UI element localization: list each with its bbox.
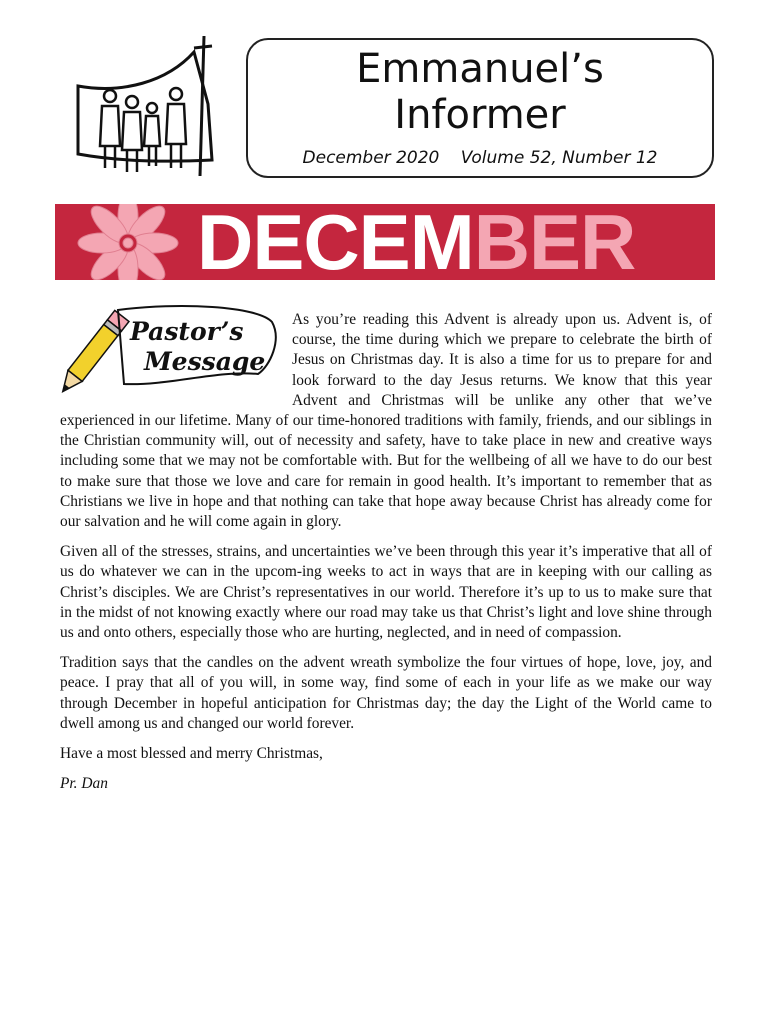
month-title-part1: DECEM bbox=[197, 204, 474, 280]
issue-info bbox=[248, 148, 712, 168]
poinsettia-icon bbox=[73, 204, 183, 280]
issue-date: December 2020 bbox=[302, 148, 440, 168]
article-paragraph-1-text: As you’re reading this Advent is already upon us. Advent is, of course, the time during which we prepare to celebrate the birth of Jesus on Christmas day. It is also a time for us to prepare for and look forward to the day Jesus returns. We know that this year Advent and Christmas will be unlike any other that we’ve experienced in our lifetime. Many of our time-honored traditions with family, friends, and our siblings in the Christian community will, out of necessity and safety, have to take place in new and creative ways including some that we may not be comfortable with. But for the wellbeing of all we have to do our best to make sure that those we love and care for remain in good health. It’s important to remember that as Christians we live in hope and that nothing can take that hope away because Christ has already come for our salvation and he will come again in glory. bbox=[60, 311, 712, 531]
pastors-article bbox=[60, 310, 712, 804]
month-title-part2: BER bbox=[473, 204, 636, 280]
article-signature: Pr. Dan bbox=[60, 775, 108, 793]
pastors-message-line1: Pastor’s bbox=[130, 317, 244, 346]
church-logo-icon bbox=[72, 34, 222, 184]
month-banner bbox=[55, 204, 715, 280]
article-closing: Have a most blessed and merry Christmas, bbox=[60, 745, 323, 763]
masthead bbox=[246, 38, 714, 178]
article-paragraph-2: Given all of the stresses, strains, and uncertainties we’ve been through this year it’s imperative that all of us do whatever we can in the upcom-ing weeks to act in ways that are in keeping with our calling as Christ’s disciples. We are Christ’s representatives in our world. Therefore it’s up to us to make sure that in the midst of not knowing exactly where our road may take us that Christ’s light and love shine through us and onto others, especially those who are hurting, neglected, and in need of compassion. bbox=[60, 543, 712, 642]
masthead-title-line1: Emmanuel’s bbox=[356, 46, 604, 92]
masthead-title-line2: Informer bbox=[394, 92, 566, 138]
issue-volume: Volume 52, Number 12 bbox=[460, 148, 658, 168]
month-title bbox=[197, 204, 635, 280]
pastors-message-line2: Message bbox=[144, 347, 266, 376]
article-paragraph-3: Tradition says that the candles on the advent wreath symbolize the four virtues of hope, love, joy, and peace. I pray that all of you will, in some way, find some of each in your life as we make our way through December in hopeful anticipation for Christmas day; the day the Light of the World came to dwell among us and changed our world forever. bbox=[60, 654, 712, 732]
article-paragraph-1 bbox=[60, 310, 712, 532]
